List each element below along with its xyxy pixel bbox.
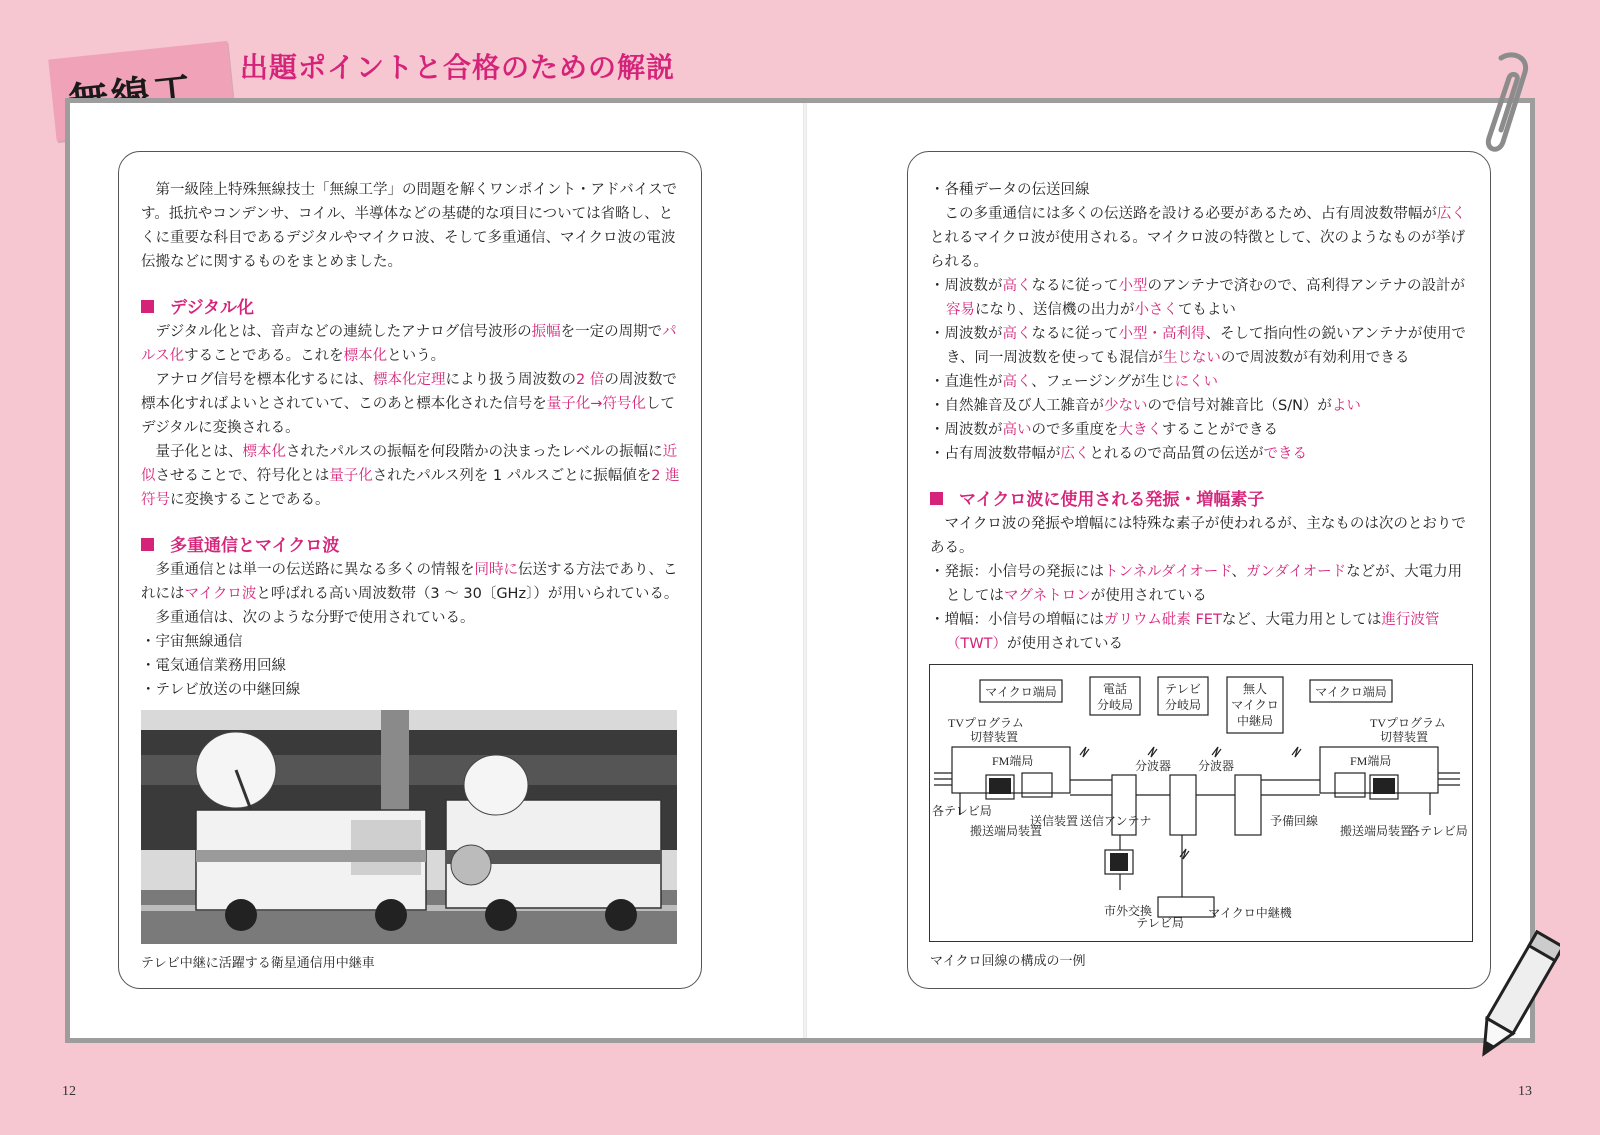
highlighted-term: 標本化定理	[373, 372, 446, 388]
diagram-label: FM端局	[992, 754, 1034, 768]
highlighted-term: マイクロ波	[184, 586, 257, 602]
section-heading-oscillator: マイクロ波に使用される発振・増幅素子	[930, 488, 1474, 512]
section-heading-multiplex: 多重通信とマイクロ波	[141, 534, 685, 558]
diagram-label: 送信アンテナ	[1080, 814, 1152, 828]
highlighted-term: 標本化	[242, 444, 286, 460]
microwave-link-diagram	[929, 664, 1473, 942]
square-bullet-icon	[141, 300, 154, 313]
highlighted-term: 広く	[1436, 206, 1466, 222]
left-text	[141, 178, 685, 702]
box-label: マイクロ端局	[985, 685, 1057, 699]
highlighted-term: 高く	[1002, 374, 1032, 390]
feature-item: ・周波数が高いので多重度を大きくすることができる	[930, 422, 1278, 438]
box-label: マイクロ	[1231, 698, 1279, 712]
page-number-right: 13	[1518, 1084, 1532, 1099]
oscillation-item: ・発振：小信号の発振にはトンネルダイオード、ガンダイオードなどが、大電力用としてはマグネトロンが使用されている	[930, 564, 1463, 604]
right-panel	[907, 151, 1491, 989]
diagram-label: 予備回線	[1270, 814, 1319, 828]
diagram-label: 各テレビ局	[932, 804, 992, 818]
diagram-label: 送信装置	[1030, 814, 1079, 828]
list-item: ・テレビ放送の中継回線	[141, 682, 301, 698]
highlighted-term: 小さく	[1134, 302, 1178, 318]
feature-item: ・自然雑音及び人工雑音が少ないので信号対雑音比（S/N）がよい	[930, 398, 1361, 414]
highlighted-term: 2 進符号	[141, 468, 680, 508]
diagram-label: 分波器	[1198, 759, 1235, 773]
highlighted-term: 生じない	[1162, 350, 1221, 366]
box-label: 分岐局	[1096, 698, 1134, 712]
diagram-label: 分波器	[1135, 759, 1172, 773]
box-label: 電話	[1102, 682, 1128, 696]
content-board	[65, 98, 1535, 1043]
list-item: ・電気通信業務用回線	[141, 658, 286, 674]
highlighted-term: 振幅	[531, 324, 561, 340]
photo-caption: テレビ中継に活躍する衛星通信用中継車	[141, 956, 375, 971]
feature-item: ・周波数が高くなるに従って小型・高利得、そして指向性の鋭いアンテナが使用でき、同一周波数を使っても混信が生じないので周波数が有効利用できる	[930, 326, 1466, 366]
highlighted-term: 容易	[945, 302, 975, 318]
digital-paragraph-3: 量子化とは、標本化されたパルスの振幅を何段階かの決まったレベルの振幅に近似させることで、符号化とは量子化されたパルス列を 1 パルスごとに振幅値を2 進符号に変換することである。	[141, 444, 680, 508]
highlighted-term: 広く	[1060, 446, 1090, 462]
box-label: 中継局	[1236, 714, 1274, 728]
diagram-label: テレビ局	[1136, 916, 1184, 930]
diagram-label: TVプログラム	[1370, 716, 1446, 730]
highlighted-term: ガンダイオード	[1245, 564, 1347, 580]
pencil-icon	[1470, 930, 1560, 1070]
box-label: テレビ	[1165, 682, 1201, 696]
oscillator-paragraph: マイクロ波の発振や増幅には特殊な素子が使われるが、主なものは次のとおりである。	[930, 516, 1466, 556]
square-bullet-icon	[141, 538, 154, 551]
right-text	[930, 178, 1474, 656]
diagram-label: TVプログラム	[948, 716, 1024, 730]
highlighted-term: マグネトロン	[1003, 588, 1091, 604]
feature-item: ・直進性が高く、フェージングが生じにくい	[930, 374, 1219, 390]
highlighted-term: ガリウム砒素 FET	[1104, 612, 1222, 628]
diagram-caption: マイクロ回線の構成の一例	[930, 954, 1086, 969]
highlighted-term: よい	[1331, 398, 1361, 414]
list-item: ・各種データの伝送回線	[930, 182, 1090, 198]
highlighted-term: 高く	[1002, 326, 1032, 342]
highlighted-term: 小型	[1118, 278, 1148, 294]
section-heading-digital: デジタル化	[141, 296, 685, 320]
multiplex-paragraph-1: 多重通信とは単一の伝送路に異なる多くの情報を同時に伝送する方法であり、これにはマイクロ波と呼ばれる高い周波数帯（3 ～ 30〔GHz〕）が用いられている。	[141, 562, 679, 602]
highlighted-term: パルス化	[141, 324, 677, 364]
diagram-label: 切替装置	[1380, 730, 1429, 744]
highlighted-term: できる	[1263, 446, 1307, 462]
highlighted-term: 量子化→符号化	[546, 396, 646, 412]
diagram-label: 市外交換	[1103, 904, 1153, 918]
highlighted-term: 2 倍	[576, 372, 605, 388]
multiplex-paragraph-2: 多重通信は、次のような分野で使用されている。	[155, 610, 475, 626]
paperclip-icon	[1483, 52, 1543, 162]
multiplex-paragraph-3: この多重通信には多くの伝送路を設ける必要があるため、占有周波数帯幅が広くとれるマイクロ波が使用される。マイクロ波の特徴として、次のようなものが挙げられる。	[930, 206, 1466, 270]
page-number-left: 12	[62, 1084, 76, 1099]
highlighted-term: 高く	[1002, 278, 1032, 294]
highlighted-term: トンネルダイオード	[1104, 564, 1232, 580]
box-label: 無人	[1242, 682, 1268, 696]
feature-item: ・占有周波数帯幅が広くとれるので高品質の伝送ができる	[930, 446, 1307, 462]
highlighted-term: 量子化	[329, 468, 373, 484]
diagram-label: 搬送端局装置	[1340, 824, 1413, 838]
highlighted-term: にくい	[1174, 374, 1219, 390]
digital-paragraph-1: デジタル化とは、音声などの連続したアナログ信号波形の振幅を一定の周期でパルス化することである。これを標本化という。	[141, 324, 677, 364]
highlighted-term: 進行波管（TWT）	[945, 612, 1440, 652]
book-spine	[803, 103, 807, 1038]
digital-paragraph-2: アナログ信号を標本化するには、標本化定理により扱う周波数の2 倍の周波数で標本化すればよいとされていて、このあと標本化された信号を量子化→符号化してデジタルに変換される。	[141, 372, 677, 436]
amplification-item: ・増幅：小信号の増幅にはガリウム砒素 FETなど、大電力用としては進行波管（TWT）が使用されている	[930, 612, 1440, 652]
highlighted-term: 少ない	[1104, 398, 1148, 414]
box-label: 分岐局	[1164, 698, 1202, 712]
highlighted-term: 近似	[141, 444, 678, 484]
square-bullet-icon	[930, 492, 943, 505]
diagram-drawing	[930, 665, 1471, 940]
diagram-label: マイクロ中継機	[1208, 906, 1292, 920]
feature-item: ・周波数が高くなるに従って小型のアンテナで済むので、高利得アンテナの設計が容易になり、送信機の出力が小さくてもよい	[930, 278, 1466, 318]
diagram-label: 各テレビ局	[1408, 824, 1468, 838]
highlighted-term: 標本化	[343, 348, 388, 364]
highlighted-term: 同時に	[474, 562, 518, 578]
relay-vehicle-illustration	[141, 710, 677, 944]
highlighted-term: 大きく	[1118, 422, 1162, 438]
intro-paragraph: 第一級陸上特殊無線技士「無線工学」の問題を解くワンポイント・アドバイスです。抵抗やコンデンサ、コイル、半導体などの基礎的な項目については省略し、とくに重要な科目であるデジタルやマイクロ波、そして多重通信、マイクロ波の電波伝搬などに関するものをまとめました。	[141, 182, 678, 270]
highlighted-term: 小型・高利得	[1118, 326, 1206, 342]
box-label: マイクロ端局	[1315, 685, 1387, 699]
page-headline: 出題ポイントと合格のための解説	[240, 51, 676, 84]
highlighted-term: 高い	[1002, 422, 1032, 438]
diagram-label: FM端局	[1350, 754, 1392, 768]
left-panel	[118, 151, 702, 989]
list-item: ・宇宙無線通信	[141, 634, 243, 650]
diagram-label: 切替装置	[970, 730, 1019, 744]
relay-vehicle-photo	[141, 710, 677, 944]
diagram-label: 搬送端局装置	[970, 824, 1043, 838]
